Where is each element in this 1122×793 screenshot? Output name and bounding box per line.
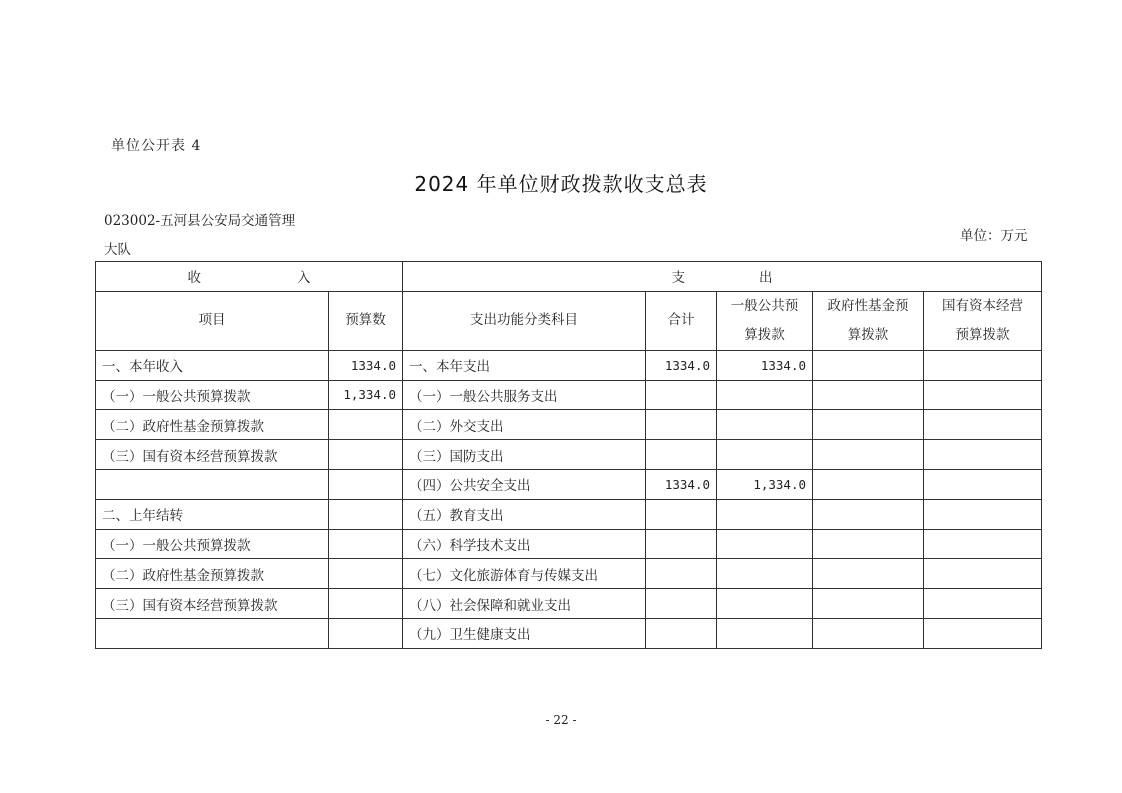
cell-budget xyxy=(329,559,403,589)
cell-total xyxy=(646,440,717,470)
expense-header-right: 出 xyxy=(759,270,773,287)
cell-item: （一）一般公共预算拨款 xyxy=(96,380,329,410)
col-header-general-l1: 一般公共预 xyxy=(730,297,799,314)
cell-item: （一）一般公共预算拨款 xyxy=(96,529,329,559)
cell-state-capital xyxy=(924,350,1042,380)
table-row xyxy=(96,350,1042,380)
unit-label: 单位：万元 xyxy=(960,228,1028,244)
col-header-gov-fund xyxy=(813,291,924,350)
table-row xyxy=(96,559,1042,589)
cell-category: （三）国防支出 xyxy=(403,440,646,470)
cell-total xyxy=(646,410,717,440)
table-row xyxy=(96,410,1042,440)
cell-state-capital xyxy=(924,559,1042,589)
cell-gov-fund xyxy=(813,559,924,589)
cell-total xyxy=(646,529,717,559)
cell-category: （二）外交支出 xyxy=(403,410,646,440)
cell-budget xyxy=(329,440,403,470)
col-header-state-capital xyxy=(924,291,1042,350)
cell-state-capital xyxy=(924,589,1042,619)
cell-category: （九）卫生健康支出 xyxy=(403,618,646,648)
col-header-gov-fund-l2: 算拨款 xyxy=(847,326,889,343)
cell-item: （三）国有资本经营预算拨款 xyxy=(96,440,329,470)
cell-category: （五）教育支出 xyxy=(403,499,646,529)
cell-total: 1334.0 xyxy=(646,469,717,499)
col-header-category: 支出功能分类科目 xyxy=(403,291,646,350)
cell-total xyxy=(646,559,717,589)
cell-category: （八）社会保障和就业支出 xyxy=(403,589,646,619)
cell-total: 1334.0 xyxy=(646,350,717,380)
col-header-state-capital-l1: 国有资本经营 xyxy=(942,297,1023,314)
cell-category: （六）科学技术支出 xyxy=(403,529,646,559)
page-title: 2024 年单位财政拨款收支总表 xyxy=(414,172,708,196)
col-header-total: 合计 xyxy=(646,291,717,350)
cell-category: （一）一般公共服务支出 xyxy=(403,380,646,410)
cell-gov-fund xyxy=(813,469,924,499)
cell-gov-fund xyxy=(813,440,924,470)
organization-name-line1: 023002-五河县公安局交通管理 xyxy=(104,213,296,229)
table-row xyxy=(96,618,1042,648)
cell-total xyxy=(646,499,717,529)
col-header-gov-fund-l1: 政府性基金预 xyxy=(827,297,909,314)
col-header-general-l2: 算拨款 xyxy=(744,326,785,343)
cell-category: （四）公共安全支出 xyxy=(403,469,646,499)
cell-budget xyxy=(329,469,403,499)
col-header-state-capital-l2: 预算拨款 xyxy=(955,326,1010,343)
cell-gov-fund xyxy=(813,410,924,440)
cell-state-capital xyxy=(924,529,1042,559)
cell-gov-fund xyxy=(813,499,924,529)
cell-gov-fund xyxy=(813,618,924,648)
cell-general: 1334.0 xyxy=(717,350,813,380)
col-header-item: 项目 xyxy=(96,291,329,350)
cell-general xyxy=(717,410,813,440)
form-number: 单位公开表 4 xyxy=(111,138,202,154)
cell-general xyxy=(717,499,813,529)
cell-item: 二、上年结转 xyxy=(96,499,329,529)
cell-budget: 1,334.0 xyxy=(329,380,403,410)
cell-general xyxy=(717,380,813,410)
cell-gov-fund xyxy=(813,589,924,619)
income-header-right: 入 xyxy=(297,270,311,287)
cell-state-capital xyxy=(924,469,1042,499)
cell-general xyxy=(717,529,813,559)
cell-total xyxy=(646,380,717,410)
cell-item: （二）政府性基金预算拨款 xyxy=(96,410,329,440)
cell-state-capital xyxy=(924,440,1042,470)
col-header-general xyxy=(717,291,813,350)
income-section-header xyxy=(96,262,403,292)
header-row-columns xyxy=(96,291,1042,350)
table-row xyxy=(96,499,1042,529)
cell-general: 1,334.0 xyxy=(717,469,813,499)
income-header-left: 收 xyxy=(187,270,201,287)
expense-section-header xyxy=(403,262,1042,292)
cell-item xyxy=(96,618,329,648)
cell-budget xyxy=(329,618,403,648)
cell-state-capital xyxy=(924,380,1042,410)
cell-general xyxy=(717,440,813,470)
cell-budget: 1334.0 xyxy=(329,350,403,380)
header-row-sections xyxy=(96,262,1042,292)
cell-item: （三）国有资本经营预算拨款 xyxy=(96,589,329,619)
page-number: - 22 - xyxy=(545,713,577,727)
table-row xyxy=(96,469,1042,499)
table-row xyxy=(96,380,1042,410)
cell-gov-fund xyxy=(813,380,924,410)
cell-category: （七）文化旅游体育与传媒支出 xyxy=(403,559,646,589)
expense-header-left: 支 xyxy=(671,270,685,287)
cell-gov-fund xyxy=(813,529,924,559)
cell-item: （二）政府性基金预算拨款 xyxy=(96,559,329,589)
cell-state-capital xyxy=(924,499,1042,529)
cell-general xyxy=(717,559,813,589)
cell-item: 一、本年收入 xyxy=(96,350,329,380)
cell-category: 一、本年支出 xyxy=(403,350,646,380)
cell-state-capital xyxy=(924,618,1042,648)
cell-budget xyxy=(329,499,403,529)
cell-general xyxy=(717,618,813,648)
cell-total xyxy=(646,618,717,648)
cell-gov-fund xyxy=(813,350,924,380)
table-row xyxy=(96,529,1042,559)
cell-total xyxy=(646,589,717,619)
cell-general xyxy=(717,589,813,619)
col-header-budget: 预算数 xyxy=(329,291,403,350)
organization-name-line2: 大队 xyxy=(104,242,131,258)
cell-budget xyxy=(329,410,403,440)
cell-state-capital xyxy=(924,410,1042,440)
cell-budget xyxy=(329,529,403,559)
cell-item xyxy=(96,469,329,499)
table-row xyxy=(96,589,1042,619)
budget-summary-table xyxy=(95,261,1042,649)
cell-budget xyxy=(329,589,403,619)
table-row xyxy=(96,440,1042,470)
